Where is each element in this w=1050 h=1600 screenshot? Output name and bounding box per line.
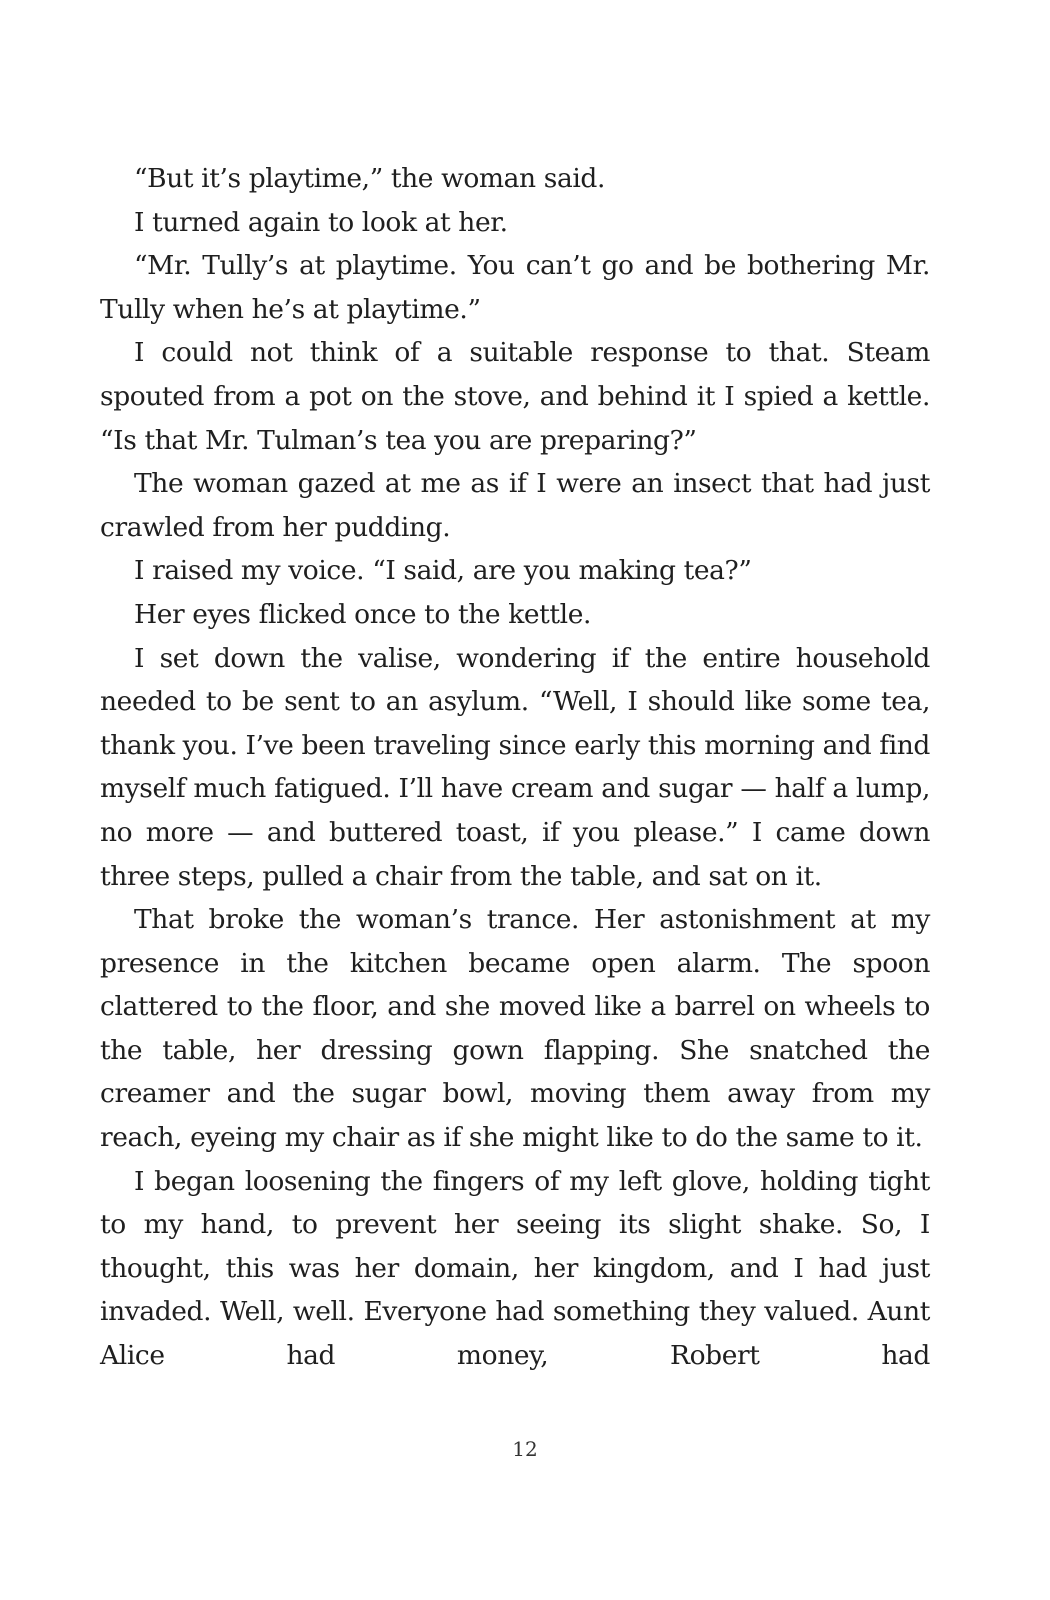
paragraph-7: Her eyes flicked once to the kettle. [134, 598, 592, 630]
paragraph-10: I began loosening the fingers of my left glove, holding tight to my hand, to prevent her seeing its slight shake. So, I thought, this was her domain, her kingdom, and I had just invaded. Well, well. Everyone had something they valued. Aunt Alice had money, Robert had [100, 1165, 930, 1372]
paragraph-5: The woman gazed at me as if I were an insect that had just crawled from her pudding. [100, 468, 930, 543]
paragraph-6: I raised my voice. “I said, are you making tea?” [134, 555, 752, 587]
paragraph-9: That broke the woman’s trance. Her astonishment at my presence in the kitchen became open alarm. The spoon clattered to the floor, and she moved like a barrel on wheels to the table, her dressing gown flapping. She snatched the creamer and the sugar bowl, moving them away from my reach, eyeing my chair as if she might like to do the same to it. [100, 904, 930, 1154]
paragraph-1: “But it’s playtime,” the woman said. [134, 163, 606, 194]
paragraph-2: I turned again to look at her. [134, 206, 508, 238]
page-number: 12 [512, 1437, 538, 1461]
paragraph-8: I set down the valise, wondering if the entire household needed to be sent to an asylum. “Well, I should like some tea, thank you. I’ve been traveling since early this morning and find myself much fatigued. I’ll have cream and sugar — half a lump, no more — and buttered toast, if you please.” I came down three steps, pulled a chair from the table, and sat on it. [100, 642, 930, 892]
paragraph-4: I could not think of a suitable response to that. Steam spouted from a pot on the stove, and behind it I spied a kettle. “Is that Mr. Tulman’s tea you are preparing?” [100, 337, 930, 456]
body-text [100, 157, 930, 1378]
paragraph-3: “Mr. Tully’s at playtime. You can’t go and be bothering Mr. Tully when he’s at playtime.” [100, 250, 930, 325]
